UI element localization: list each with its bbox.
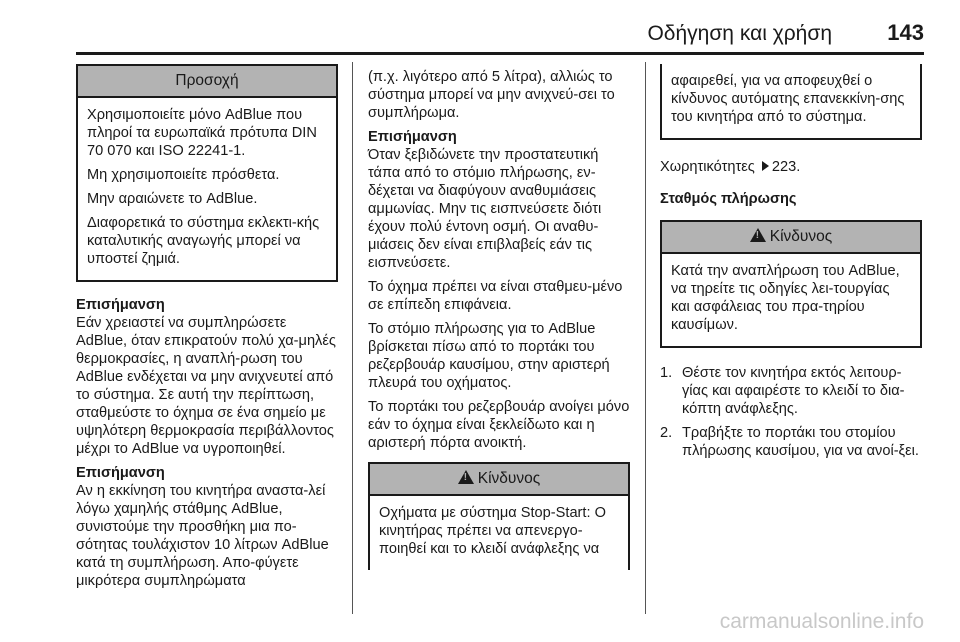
step-number: 1.	[660, 365, 673, 381]
note-text: Αν η εκκίνηση του κινητήρα αναστα-λεί λόγω χαμηλής στάθμης AdBlue, συνιστούμε την προσθήκη μια πο-σότητας τουλάχιστον 10 λίτρων AdBlue κατά τη συμπλήρωση. Απο-φύγετε μικρότερα συμπληρώματα	[76, 483, 329, 589]
continuation-text: (π.χ. λιγότερο από 5 λίτρα), αλλιώς το σύστημα μπορεί να μην ανιχνεύ-σει το συμπλήρωμα.	[368, 69, 615, 121]
column-2	[368, 68, 630, 570]
note-title: Επισήμανση	[76, 465, 165, 481]
note-block	[76, 464, 338, 590]
danger-text: Κατά την αναπλήρωση του AdBlue, να τηρείτε τις οδηγίες λει-τουργίας και ασφάλειας του πρα-τηρίου καυσίμων.	[671, 263, 900, 333]
danger-title	[662, 222, 920, 254]
caution-box	[76, 64, 338, 282]
body-paragraph: Το στόμιο πλήρωσης για το AdBlue βρίσκεται πίσω από το πορτάκι του ρεζερβουάρ καυσίμου, στην αριστερή πλευρά του οχήματος.	[368, 321, 610, 391]
column-divider	[645, 62, 646, 614]
warning-triangle-icon	[458, 470, 474, 484]
header-rule	[76, 52, 924, 55]
header-title: Οδήγηση και χρήση	[647, 22, 832, 45]
section-title: Σταθμός πλήρωσης	[660, 191, 797, 207]
note-title: Επισήμανση	[368, 129, 457, 145]
danger-title-label: Κίνδυνος	[477, 470, 541, 487]
step-text: Τραβήξτε το πορτάκι του στομίου πλήρωσης καυσίμου, για να ανοί-ξει.	[682, 425, 919, 459]
page-number: 143	[887, 20, 924, 45]
body-paragraph: Το πορτάκι του ρεζερβουάρ ανοίγει μόνο εάν το όχημα είναι ξεκλείδωτο και η αριστερή πόρτα ανοικτή.	[368, 399, 630, 451]
danger-box	[368, 462, 630, 570]
danger-text: Οχήματα με σύστημα Stop-Start: Ο κινητήρας πρέπει να απενεργο-ποιηθεί και το κλειδί ανάφλεξης να	[379, 505, 606, 557]
list-item	[660, 364, 922, 418]
step-text: Θέστε τον κινητήρα εκτός λειτουρ-γίας και αφαιρέστε το κλειδί το δια-κόπτη ανάφλεξης.	[682, 365, 905, 417]
note-block	[368, 128, 630, 272]
warning-triangle-icon	[750, 228, 766, 242]
note-text: Όταν ξεβιδώνετε την προστατευτική τάπα από το στόμιο πλήρωσης, εν-δέχεται να διαφύγουν αναθυμιάσεις αμμωνίας. Μην τις εισπνεύσετε διότι έχουν πολύ έντονη οσμή. Οι αναθυ-μιάσεις δεν είναι επιβλαβείς εάν τις εισπνεύσετε.	[368, 147, 602, 271]
cross-reference	[660, 158, 922, 176]
danger-title	[370, 464, 628, 496]
list-item	[660, 424, 922, 460]
danger-title-label: Κίνδυνος	[769, 228, 833, 245]
danger-text: αφαιρεθεί, για να αποφευχθεί ο κίνδυνος αυτόματης επανεκκίνη-σης του κινητήρα από το σύστημα.	[671, 73, 905, 125]
danger-box	[660, 220, 922, 348]
arrow-right-icon	[762, 161, 769, 171]
note-title: Επισήμανση	[76, 297, 165, 313]
watermark: carmanualsonline.info	[719, 610, 924, 633]
body-paragraph: Το όχημα πρέπει να είναι σταθμευ-μένο σε επίπεδη επιφάνεια.	[368, 279, 623, 313]
column-3	[660, 64, 922, 466]
caution-paragraph: Μην αραιώνετε το AdBlue.	[87, 191, 258, 207]
step-number: 2.	[660, 425, 673, 441]
note-block	[76, 296, 338, 458]
danger-box-continued	[660, 64, 922, 140]
caution-paragraph: Χρησιμοποιείτε μόνο AdBlue που πληροί τα ευρωπαϊκά πρότυπα DIN 70 070 και ISO 22241-1.	[87, 107, 317, 159]
note-text: Εάν χρειαστεί να συμπληρώσετε AdBlue, όταν επικρατούν πολύ χα-μηλές θερμοκρασίες, η αναπλή-ρωση του AdBlue ενδέχεται να μην ανιχνευτεί από το σύστημα. Σε αυτή την περίπτωση, σταθμεύστε το όχημα σε ένα σημείο με υψηλότερη θερμοκρασία περιβάλλοντος μέχρι το AdBlue να υγροποιηθεί.	[76, 315, 336, 457]
cross-reference-page[interactable]: 223.	[771, 159, 801, 175]
caution-paragraph: Διαφορετικά το σύστημα εκλεκτι-κής καταλυτικής αναγωγής μπορεί να υποστεί ζημιά.	[87, 215, 320, 267]
steps-list	[660, 364, 922, 460]
column-divider	[352, 62, 353, 614]
caution-paragraph: Μη χρησιμοποιείτε πρόσθετα.	[87, 167, 280, 183]
caution-title: Προσοχή	[78, 66, 336, 98]
column-1	[76, 64, 338, 596]
cross-reference-text: Χωρητικότητες	[660, 159, 755, 175]
